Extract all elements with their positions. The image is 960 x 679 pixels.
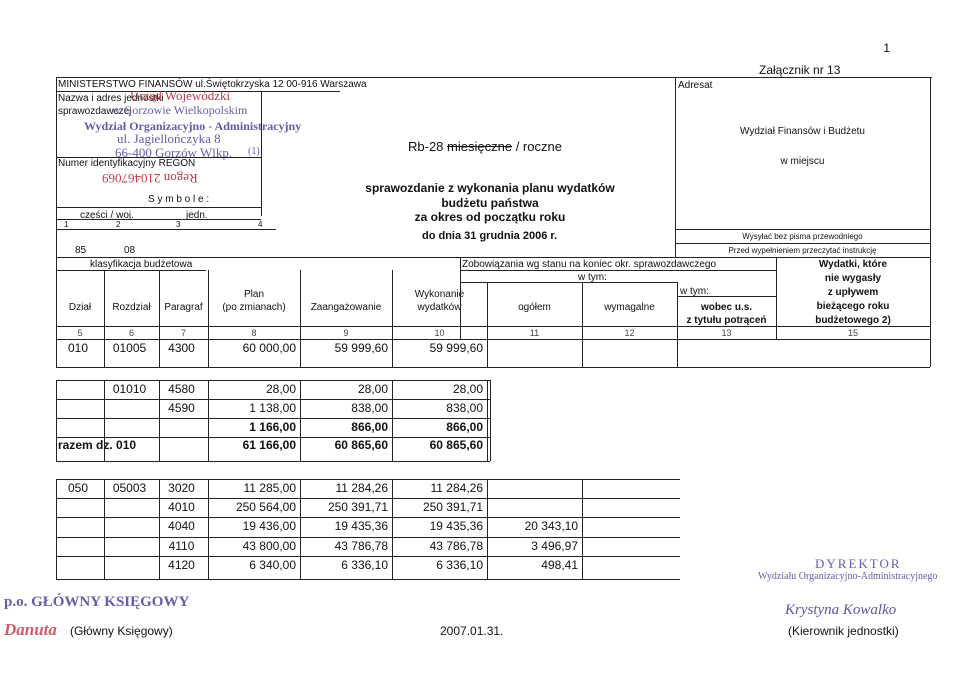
cell-rozdzial: 01005 — [112, 341, 147, 355]
ministry-line: MINISTERSTWO FINANSÓW ul.Świętokrzyska 12 00-916 Warszawa — [58, 79, 367, 90]
form-title-1: sprawozdanie z wykonania planu wydatków — [365, 181, 615, 195]
col-dzial: Dział — [68, 302, 92, 313]
col-wykonanie-1: Wykonanie — [414, 289, 465, 300]
form-title-3: za okres od początku roku — [414, 210, 566, 224]
column-divider — [104, 270, 105, 367]
stamp-line-1: Urząd Wojewódzki — [130, 88, 231, 103]
col-num-13: 13 — [721, 328, 732, 338]
footer-left-stamp-2: Danuta — [4, 620, 57, 639]
symbols-rule — [56, 207, 261, 208]
cell-plan: 61 166,00 — [242, 438, 296, 452]
expired-2: nie wygasły — [824, 273, 882, 284]
cell-wyk: 60 865,60 — [429, 438, 483, 452]
header-rule — [460, 282, 678, 283]
expired-4: bieżącego roku — [816, 301, 890, 312]
cell-plan: 43 800,00 — [242, 539, 296, 553]
cell-wyk: 11 284,26 — [430, 481, 483, 495]
table-top-rule — [56, 257, 930, 258]
expired-5: budżetowego 2) — [815, 315, 891, 326]
col-zaangazowanie: Zaangażowanie — [310, 302, 382, 313]
footer-right-stamp-1: DYREKTOR — [815, 556, 902, 571]
column-divider — [392, 380, 393, 461]
cell-plan: 1 166,00 — [249, 420, 296, 434]
col-rozdzial: Rozdział — [112, 302, 151, 313]
column-divider — [208, 270, 209, 367]
form-code — [408, 139, 562, 154]
sec1-right — [490, 380, 491, 461]
form-date-line: do dnia 31 grudnia 2006 r. — [422, 230, 558, 242]
cell-paragraf: 4010 — [168, 500, 195, 514]
colnum-bottom-rule — [56, 339, 930, 340]
cell-wyk: 43 786,78 — [429, 539, 483, 553]
cell-rozdzial: 01010 — [112, 382, 147, 396]
footer-left-stamp-1: p.o. GŁÓWNY KSIĘGOWY — [4, 594, 190, 610]
sec2-bottom-rule — [56, 579, 680, 580]
hdr-div-obligations — [460, 257, 461, 339]
col-num-5: 5 — [77, 328, 83, 338]
small-num-2: 2 — [116, 220, 121, 229]
col-ogolem: ogółem — [518, 302, 551, 313]
cell-zaang: 838,00 — [351, 401, 388, 415]
col-num-8: 8 — [251, 328, 257, 338]
col-tytulu: z tytułu potrąceń — [686, 315, 767, 326]
obligations-rule — [460, 270, 776, 271]
col-wymagalne: wymagalne — [604, 302, 655, 313]
cell-plan: 60 000,00 — [242, 341, 296, 355]
footer-right-stamp-2: Wydziału Organizacyjno-Administracyjnego — [758, 571, 938, 582]
row-rule — [56, 399, 490, 400]
regon-label: Numer identyfikacyjny REGON — [58, 158, 196, 169]
cell-paragraf: 4590 — [168, 401, 195, 415]
column-divider — [582, 282, 583, 367]
symbols-label: S y m b o l e : — [148, 194, 210, 205]
cell-paragraf: 4120 — [168, 558, 195, 572]
row-rule — [56, 537, 680, 538]
cell-zaang: 250 391,71 — [327, 500, 388, 514]
col-wykonanie-2: wydatków — [417, 302, 462, 313]
col-num-15: 15 — [847, 328, 858, 338]
column-divider — [582, 479, 583, 579]
cell-wyk: 6 336,10 — [436, 558, 483, 572]
classification-label: klasyfikacja budżetowa — [90, 259, 193, 270]
col-num-12: 12 — [624, 328, 635, 338]
row1-bottom-rule — [56, 367, 930, 368]
wtym-1: w tym: — [578, 272, 607, 283]
row-rule — [56, 517, 680, 518]
column-divider — [300, 479, 301, 579]
addressee-note-2: Przed wypełnieniem przeczytać instrukcję — [728, 246, 877, 255]
column-divider — [677, 282, 678, 367]
obligations-label: Zobowiązania wg stanu na koniec okr. sprawozdawczego — [462, 259, 717, 270]
form-code-prefix: Rb-28 — [408, 139, 444, 154]
cell-paragraf: 3020 — [168, 481, 195, 495]
sec1-left — [56, 380, 57, 461]
classification-rule — [56, 270, 206, 271]
cell-zaang: 60 865,60 — [334, 438, 388, 452]
column-divider — [104, 479, 105, 579]
expired-1: Wydatki, które — [818, 259, 888, 270]
row-rule — [56, 556, 680, 557]
col-num-7: 7 — [180, 328, 186, 338]
hdr-div-expired — [776, 257, 777, 339]
addressee-note-1: Wysyłać bez pisma przewodniego — [742, 232, 863, 241]
column-divider — [159, 479, 160, 579]
cell-paragraf: 4580 — [168, 382, 195, 396]
cell-dzial: 050 — [67, 481, 89, 495]
cell-wyk: 866,00 — [446, 420, 483, 434]
cell-plan: 1 138,00 — [249, 401, 296, 415]
col-plan-2: (po zmianach) — [222, 302, 286, 313]
cell-dzial: razem dz. 010 — [58, 438, 137, 452]
regon-stamp: Regon 210467069 — [102, 171, 198, 186]
cell-plan: 250 564,00 — [235, 500, 296, 514]
row-rule — [56, 418, 490, 419]
form-title-2: budżetu państwa — [441, 196, 539, 210]
col-num-9: 9 — [343, 328, 349, 338]
cell-zaang: 59 999,60 — [334, 341, 388, 355]
czesci-label: części / woj. — [80, 210, 134, 221]
unit-label-1: Nazwa i adres jednostki — [58, 93, 164, 104]
form-code-struck: miesięczne — [447, 139, 513, 154]
addressee-divider — [675, 77, 676, 257]
col-num-10: 10 — [434, 328, 445, 338]
row-rule — [56, 437, 490, 438]
cell-ogolem: 3 496,97 — [531, 539, 578, 553]
column-divider — [208, 380, 209, 461]
cell-plan: 19 436,00 — [242, 519, 296, 533]
expired-3: z upływem — [827, 287, 879, 298]
addressee-label: Adresat — [678, 80, 713, 91]
stamp-line-2: w Gorzowie Wielkopolskim — [112, 103, 248, 117]
cell-wyk: 250 391,71 — [422, 500, 483, 514]
top-rule — [56, 77, 932, 78]
column-divider — [104, 380, 105, 461]
jedn-rule — [56, 219, 261, 220]
sec1-bottom-rule — [56, 461, 490, 462]
cell-zaang: 43 786,78 — [334, 539, 388, 553]
stamp-line-3: Wydział Organizacyjno - Administracyjny — [84, 119, 302, 133]
header-rule — [677, 296, 776, 297]
unit-label-2: sprawozdawczej — [58, 106, 132, 117]
cell-ogolem: 498,41 — [541, 558, 578, 572]
wtym-2: w tym: — [680, 286, 709, 297]
cell-zaang: 6 336,10 — [341, 558, 388, 572]
cell-wyk: 59 999,60 — [429, 341, 483, 355]
sec2-top-rule — [56, 479, 680, 480]
small-num-3: 3 — [176, 220, 181, 229]
jedn-label: jedn. — [186, 210, 208, 221]
col-paragraf: Paragraf — [164, 302, 203, 313]
footer-right-label: (Kierownik jednostki) — [788, 624, 899, 638]
column-divider — [208, 479, 209, 579]
column-divider — [159, 380, 160, 461]
right-border — [930, 77, 931, 367]
col-wobec: wobec u.s. — [700, 302, 753, 313]
page-number: 1 — [883, 41, 890, 55]
column-divider — [159, 270, 160, 367]
colnum-top-rule — [56, 326, 930, 327]
addressee-rule-2 — [675, 243, 930, 244]
dzial-code: 85 — [75, 245, 87, 256]
header-divider — [261, 91, 262, 216]
column-divider — [487, 380, 488, 461]
cell-paragraf: 4040 — [168, 519, 195, 533]
row-rule — [56, 498, 680, 499]
stamp-line-4: ul. Jagiellończyka 8 — [117, 131, 221, 146]
attachment-label: Załącznik nr 13 — [759, 63, 841, 77]
cell-zaang: 28,00 — [357, 382, 388, 396]
small-num-1: 1 — [64, 220, 69, 229]
col-num-11: 11 — [529, 328, 540, 338]
small-num-4: 4 — [258, 220, 263, 229]
footer-left-label: (Główny Księgowy) — [70, 624, 173, 638]
cell-rozdzial: 05003 — [112, 481, 147, 495]
nums-rule — [56, 229, 276, 230]
col-plan-1: Plan — [243, 289, 264, 300]
cell-plan: 6 340,00 — [249, 558, 296, 572]
form-code-suffix: / roczne — [515, 139, 562, 154]
column-divider — [487, 282, 488, 367]
cell-plan: 28,00 — [265, 382, 296, 396]
cell-wyk: 19 435,36 — [429, 519, 483, 533]
column-divider — [392, 270, 393, 367]
stamp-line-5-suffix: (1) — [248, 146, 260, 157]
addressee-rule-1 — [675, 229, 930, 230]
column-divider — [300, 380, 301, 461]
column-divider — [487, 479, 488, 579]
cell-zaang: 11 284,26 — [335, 481, 388, 495]
left-border — [56, 77, 57, 367]
cell-paragraf: 4110 — [168, 539, 195, 553]
cell-ogolem: 20 343,10 — [524, 519, 578, 533]
cell-zaang: 19 435,36 — [334, 519, 388, 533]
column-divider — [300, 270, 301, 367]
cell-zaang: 866,00 — [351, 420, 388, 434]
cell-paragraf: 4300 — [168, 341, 195, 355]
stamp-line-5: 66-400 Gorzów Wlkp. — [115, 145, 233, 160]
footer-date: 2007.01.31. — [440, 624, 504, 638]
cell-wyk: 28,00 — [452, 382, 483, 396]
footer-right-sign: Krystyna Kowalko — [785, 602, 897, 618]
cell-wyk: 838,00 — [446, 401, 483, 415]
cell-plan: 11 285,00 — [243, 481, 296, 495]
rozdzial-code: 08 — [124, 245, 136, 256]
column-divider — [392, 479, 393, 579]
addressee-name: Wydział Finansów i Budżetu — [740, 126, 865, 137]
col-num-6: 6 — [128, 328, 134, 338]
addressee-place: w miejscu — [780, 156, 825, 167]
sec1-top-rule — [56, 380, 490, 381]
cell-dzial: 010 — [67, 341, 89, 355]
